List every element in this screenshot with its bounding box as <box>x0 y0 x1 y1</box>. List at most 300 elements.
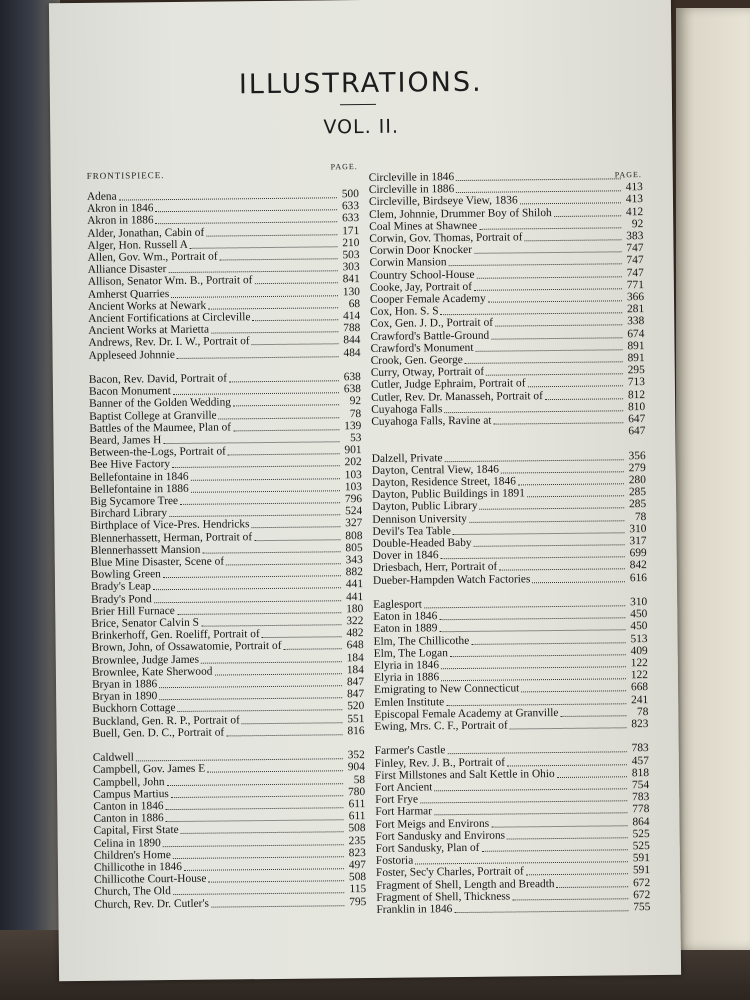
entry-page-number: 450 <box>630 608 648 621</box>
entry-page-number: 500 <box>341 188 359 201</box>
dot-leader <box>171 795 343 798</box>
entry-title: Devil's Tea Table <box>372 524 451 538</box>
facing-page <box>676 8 750 950</box>
entry-title: Allison, Senator Wm. B., Portrait of <box>87 274 253 289</box>
entry-title: Cooke, Jay, Portrait of <box>369 280 473 294</box>
dot-leader <box>226 563 341 565</box>
entry-page-number: 551 <box>347 712 365 725</box>
entry-title: Fort Meigs and Environs <box>375 817 490 831</box>
entry-title: Birchard Library <box>90 507 168 521</box>
entry-title: Chillicothe in 1846 <box>93 860 182 874</box>
entry-title: Elyria in 1846 <box>373 659 440 672</box>
entry-title: Cuyahoga Falls <box>371 402 443 416</box>
entry-page-number: 503 <box>342 249 360 262</box>
entry-page-number: 842 <box>629 559 647 572</box>
entry-page-number: 611 <box>348 798 366 811</box>
dot-leader <box>163 441 339 444</box>
entry-page-number: 441 <box>345 590 364 603</box>
entry-title: Bryan in 1886 <box>91 678 158 691</box>
entry-title: Crawford's Monument <box>370 341 474 355</box>
entry-page-number: 795 <box>349 895 367 908</box>
entry-page-number: 513 <box>630 632 648 645</box>
entry-title: Bellefontaine in 1886 <box>89 482 189 496</box>
entry-page-number: 92 <box>631 217 644 230</box>
title-rule <box>340 104 376 105</box>
entry-page-number: 648 <box>346 639 364 652</box>
dot-leader <box>491 825 627 827</box>
entry-page-number: 327 <box>345 517 363 530</box>
entry-page-number: 92 <box>349 395 362 408</box>
entry-page-number: 280 <box>628 474 646 487</box>
entry-title: Circleville in 1886 <box>368 183 455 197</box>
entry-page-number: 844 <box>343 334 361 347</box>
entry-title: Brownlee, Judge James <box>91 653 200 667</box>
page-column-label-left: PAGE. <box>330 162 358 172</box>
dot-leader <box>495 325 622 327</box>
entry-page-number: 796 <box>344 493 363 506</box>
entry-title: Fort Harmar <box>375 805 433 819</box>
entry-page-number: 818 <box>631 766 650 780</box>
dot-leader <box>284 649 342 651</box>
entry-page-number: 508 <box>348 871 367 884</box>
entry-page-number: 823 <box>631 718 649 731</box>
dot-leader <box>254 283 337 285</box>
entry-page-number: 484 <box>343 346 361 359</box>
dot-leader <box>480 508 625 511</box>
entry-title: Brown, John, of Ossawatomie, Portrait of <box>91 640 282 655</box>
entry-title: Brinkerhoff, Gen. Roeliff, Portrait of <box>91 628 260 643</box>
entry-page-number: 808 <box>345 529 363 542</box>
entry-title: Ancient Works at Newark <box>88 299 207 313</box>
dot-leader <box>173 893 344 896</box>
entry-page-number: 780 <box>348 785 366 798</box>
entry-title: Dennison University <box>372 512 467 526</box>
entry-title: Cooper Female Academy <box>369 292 486 306</box>
index-entry <box>373 572 647 587</box>
entry-title: Elm, The Chillicothe <box>373 634 470 648</box>
dot-leader <box>447 752 626 755</box>
dot-leader <box>557 776 627 778</box>
dot-leader <box>471 642 625 645</box>
entry-title: Crawford's Battle-Ground <box>370 329 490 343</box>
dot-leader <box>220 258 338 260</box>
entry-page-number: 747 <box>626 254 644 267</box>
entry-title: Brier Hill Furnace <box>91 604 175 618</box>
dot-leader <box>229 380 339 382</box>
entry-page-number: 139 <box>344 419 362 433</box>
entry-page-number: 525 <box>632 827 650 841</box>
entry-page-number: 383 <box>626 230 644 243</box>
dot-leader <box>520 203 621 205</box>
entry-page-number: 413 <box>625 193 644 206</box>
dot-leader <box>488 300 622 302</box>
entry-page-number: 122 <box>630 669 649 682</box>
dot-leader <box>156 209 338 212</box>
dot-leader <box>208 307 338 309</box>
entry-title: Between-the-Logs, Portrait of <box>89 445 227 460</box>
entry-page-number: 524 <box>345 505 363 518</box>
entry-title: Cuyahoga Falls, Ravine at <box>371 414 492 428</box>
entry-page-number: 674 <box>627 327 645 340</box>
entry-title: Eaglesport <box>373 598 422 611</box>
entry-page-number: 672 <box>632 876 651 889</box>
dot-leader <box>526 874 628 876</box>
dot-leader <box>233 405 339 407</box>
entry-title: Dayton, Public Library <box>372 500 478 514</box>
entry-title: Alger, Hon. Russell A <box>87 238 188 252</box>
dot-leader <box>214 673 341 675</box>
dot-leader <box>178 710 343 713</box>
dot-leader <box>499 569 625 571</box>
entry-title: Dueber-Hampden Watch Factories <box>372 572 531 587</box>
dot-leader <box>219 417 340 419</box>
entry-title: Ewing, Mrs. C. F., Portrait of <box>374 719 508 733</box>
entry-title: Foster, Sec'y Charles, Portrait of <box>375 865 524 880</box>
entry-page-number: 747 <box>626 242 644 255</box>
entry-title: Akron in 1886 <box>87 214 154 228</box>
entry-title: Brady's Pond <box>91 592 152 606</box>
entry-title: Cutler, Rev. Dr. Manasseh, Portrait of <box>370 389 543 404</box>
dot-leader <box>201 661 342 663</box>
entry-title: Akron in 1846 <box>86 202 154 216</box>
entry-title: Bacon, Rev. David, Portrait of <box>88 372 228 386</box>
entry-page-number: 285 <box>628 486 647 499</box>
dot-leader <box>173 392 339 395</box>
entry-title: Big Sycamore Tree <box>90 494 179 508</box>
entry-title: Fostoria <box>375 854 414 868</box>
entry-page-number: 457 <box>631 754 649 767</box>
entry-title: Buckhorn Cottage <box>92 702 176 716</box>
entry-page-number: 317 <box>629 535 647 548</box>
dot-leader <box>156 222 338 225</box>
dot-leader <box>233 429 339 431</box>
dot-leader <box>444 410 623 413</box>
dot-leader <box>181 832 344 835</box>
entry-title: Crook, Gen. George <box>370 353 463 367</box>
entry-page-number: 343 <box>345 554 363 567</box>
entry-page-number: 823 <box>348 846 366 859</box>
entry-page-number: 338 <box>627 315 645 328</box>
dot-leader <box>173 856 344 859</box>
entry-title: Ancient Fortifications at Circleville <box>88 311 251 325</box>
entry-title: Caldwell <box>92 751 134 765</box>
entry-page-number: 497 <box>348 859 367 872</box>
entry-title: Coal Mines at Shawnee <box>369 219 478 233</box>
index-entry <box>376 901 650 916</box>
entry-page-number: 633 <box>342 212 360 225</box>
dot-leader <box>252 527 341 529</box>
entry-page-number: 591 <box>632 852 650 865</box>
entry-title: Capital, First State <box>93 824 179 838</box>
entry-page-number: 450 <box>630 620 648 633</box>
entry-page-number: 882 <box>345 566 363 579</box>
entry-page-number: 841 <box>342 273 360 286</box>
dot-leader <box>441 312 623 315</box>
dot-leader <box>532 581 625 583</box>
entry-title: Canton in 1846 <box>93 800 164 813</box>
entry-page-number: 412 <box>625 205 644 218</box>
entry-page-number: 202 <box>344 456 362 469</box>
entry-title: Amherst Quarries <box>87 287 170 301</box>
dot-leader <box>159 697 342 700</box>
entry-title: Cox, Hon. S. S <box>370 305 439 319</box>
entry-page-number: 184 <box>346 651 364 664</box>
dot-leader <box>507 764 627 766</box>
entry-title: Farmer's Castle <box>374 744 446 758</box>
entry-page-number: 647 <box>628 425 646 438</box>
entry-page-number: 180 <box>346 602 364 616</box>
entry-title: Bryan in 1890 <box>92 690 158 704</box>
entry-page-number: 812 <box>627 388 646 401</box>
entry-title: Dalzell, Private <box>371 451 443 465</box>
entry-page-number: 241 <box>631 693 649 706</box>
dot-leader <box>474 251 622 254</box>
index-entry <box>92 725 364 740</box>
entry-title: Eaton in 1846 <box>373 610 438 624</box>
entry-page-number: 647 <box>628 413 646 426</box>
entry-title: Circleville, Birdseye View, 1836 <box>368 194 518 209</box>
dot-leader <box>521 691 626 693</box>
entry-page-number: 103 <box>344 480 363 494</box>
entry-title: Country School-House <box>369 268 475 282</box>
entry-title: Brice, Senator Calvin S <box>91 616 200 630</box>
entry-page-number: 591 <box>632 864 651 877</box>
entry-title: Campbell, Gov. James E <box>92 763 206 777</box>
entry-title: Bowling Green <box>90 568 161 582</box>
entry-page-number: 122 <box>630 657 648 670</box>
entry-page-number: 103 <box>344 468 362 481</box>
dot-leader <box>253 319 339 321</box>
entry-title: Alder, Jonathan, Cabin of <box>87 226 205 240</box>
entry-page-number: 210 <box>342 236 360 250</box>
entry-title: Banner of the Golden Wedding <box>89 396 232 411</box>
dot-leader <box>207 771 343 773</box>
entry-page-number: 78 <box>634 510 647 523</box>
entry-title: Circleville in 1846 <box>368 171 455 184</box>
entry-title: Emlen Institute <box>374 695 445 709</box>
entry-title: Fort Ancient <box>375 781 433 794</box>
entry-title: Church, Rev. Dr. Cutler's <box>94 897 209 911</box>
book-page <box>49 0 681 981</box>
dot-leader <box>226 734 342 736</box>
dot-leader <box>202 551 340 553</box>
entry-title: Allen, Gov. Wm., Portrait of <box>87 250 218 264</box>
entry-page-number: 356 <box>628 449 646 462</box>
dot-leader <box>211 905 344 907</box>
dot-leader <box>206 234 337 236</box>
entry-title: Cutler, Judge Ephraim, Portrait of <box>370 377 526 392</box>
entry-title: Double-Headed Baby <box>372 536 472 550</box>
frontispiece-label: FRONTISPIECE. <box>86 170 165 181</box>
entry-page-number: 901 <box>344 444 362 457</box>
entry-title: Alliance Disaster <box>87 263 167 277</box>
dot-leader <box>166 807 344 810</box>
entry-page-number: 78 <box>349 407 362 420</box>
entry-page-number: 778 <box>632 803 650 816</box>
entry-title: Campus Martius <box>93 787 169 801</box>
entry-title: Clem, Johnnie, Drummer Boy of Shiloh <box>369 206 552 221</box>
entry-title: Fort Frye <box>375 793 419 807</box>
entry-title: Eaton in 1889 <box>373 622 438 636</box>
dot-leader <box>166 819 344 822</box>
entry-title: Corwin, Gov. Thomas, Portrait of <box>369 231 523 245</box>
dot-leader <box>177 612 341 615</box>
entry-title: First Millstones and Salt Kettle in Ohio <box>374 767 555 782</box>
dot-leader <box>191 490 340 493</box>
entry-title: Corwin Door Knocker <box>369 244 473 258</box>
entry-page-number: 184 <box>346 663 364 676</box>
entry-title: Beard, James H <box>89 434 162 447</box>
dot-leader <box>172 466 340 469</box>
entry-page-number: 322 <box>346 615 364 628</box>
entry-page-number: 783 <box>631 742 649 755</box>
entry-title: Cox, Gen. J. D., Portrait of <box>370 317 494 331</box>
entry-page-number: 58 <box>353 773 366 786</box>
dot-leader <box>476 349 623 352</box>
entry-title: Andrews, Rev. Dr. I. W., Portrait of <box>88 335 250 350</box>
entry-page-number: 525 <box>632 840 650 853</box>
entry-page-number: 672 <box>633 888 651 902</box>
entry-title: Driesbach, Herr, Portrait of <box>372 561 498 575</box>
entry-page-number: 366 <box>626 291 645 304</box>
entry-title: Fragment of Shell, Thickness <box>376 890 511 904</box>
entry-page-number: 805 <box>345 541 363 555</box>
entry-title: Bacon Monument <box>88 385 171 399</box>
entry-title: Canton in 1886 <box>93 812 164 826</box>
dot-leader <box>163 575 341 578</box>
entry-page-number: 904 <box>347 761 365 774</box>
entry-page-number: 78 <box>636 705 649 718</box>
dot-leader <box>560 715 626 717</box>
entry-title: Buell, Gen. D. C., Portrait of <box>92 726 225 740</box>
entry-title: Buckland, Gen. R. P., Portrait of <box>92 713 240 728</box>
dot-leader <box>208 880 344 882</box>
entry-title: Elm, The Logan <box>373 646 448 660</box>
entry-page-number: 747 <box>626 266 644 279</box>
index-entry <box>371 425 645 440</box>
entry-page-number: 891 <box>627 352 645 365</box>
entry-title: Dayton, Residence Street, 1846 <box>371 475 516 489</box>
entry-page-number: 864 <box>632 815 650 828</box>
entry-page-number: 638 <box>343 383 362 396</box>
dot-leader <box>557 886 629 888</box>
dot-leader <box>474 288 622 291</box>
dot-leader <box>518 483 624 485</box>
dot-leader <box>510 727 627 729</box>
dot-leader <box>445 459 624 462</box>
entry-page-number: 413 <box>625 181 643 194</box>
dot-leader <box>456 178 621 181</box>
page-column-label-right: PAGE. <box>614 170 642 180</box>
entry-page-number: 115 <box>349 883 367 896</box>
dot-leader <box>501 471 624 473</box>
entry-title: Dayton, Public Buildings in 1891 <box>372 487 525 502</box>
dot-leader <box>184 868 344 871</box>
entry-page-number: 281 <box>626 303 645 316</box>
entry-title: Episcopal Female Academy at Granville <box>374 706 559 721</box>
dot-leader <box>190 246 338 249</box>
entry-title: Fort Sandusky, Plan of <box>375 841 480 855</box>
entry-page-number: 810 <box>627 400 646 414</box>
dot-leader <box>167 783 343 786</box>
entry-title: Campbell, John <box>92 775 165 789</box>
entry-page-number: 699 <box>629 547 647 560</box>
dot-leader <box>528 386 623 388</box>
dot-leader <box>456 190 621 193</box>
dot-leader <box>168 270 337 273</box>
entry-page-number: 235 <box>348 834 366 847</box>
dot-leader <box>477 276 622 279</box>
entry-title: Brady's Leap <box>90 580 152 594</box>
entry-title: Bellefontaine in 1846 <box>89 470 189 484</box>
entry-title: Ancient Works at Marietta <box>88 323 210 338</box>
dot-leader <box>169 514 340 517</box>
entry-page-number: 754 <box>631 779 650 792</box>
dot-leader <box>228 453 340 455</box>
dot-leader <box>545 398 623 400</box>
dot-leader <box>262 636 342 638</box>
entry-title: Dover in 1846 <box>372 549 439 563</box>
entry-title: Battles of the Maumee, Plan of <box>89 421 232 435</box>
entry-title: Celina in 1890 <box>93 836 161 850</box>
entry-page-number: 611 <box>348 810 366 823</box>
entry-title: Corwin Mansion <box>369 256 447 270</box>
entry-title: Elyria in 1886 <box>373 671 440 685</box>
entry-page-number: 53 <box>350 432 362 445</box>
entry-page-number: 303 <box>342 261 360 274</box>
entry-title: Blue Mine Disaster, Scene of <box>90 555 225 569</box>
dot-leader <box>177 356 339 359</box>
entry-title: Curry, Otway, Portrait of <box>370 365 485 380</box>
dot-leader <box>441 556 625 559</box>
dot-leader <box>469 520 624 523</box>
index-entry <box>89 347 361 362</box>
dot-leader <box>491 337 622 339</box>
entry-title: Blennerhassett Mansion <box>90 543 201 557</box>
entry-title: Fragment of Shell, Length and Breadth <box>376 877 555 892</box>
dot-leader <box>507 837 628 839</box>
entry-page-number: 285 <box>629 498 647 511</box>
entry-title: Appleseed Johnnie <box>88 348 176 362</box>
entry-page-number: 755 <box>633 901 651 914</box>
dot-leader <box>242 722 343 724</box>
entry-page-number: 482 <box>346 627 364 640</box>
entry-page-number: 713 <box>627 376 645 389</box>
entry-title: Chillicothe Court-House <box>94 872 207 887</box>
entry-page-number: 520 <box>347 700 365 713</box>
dot-leader <box>449 264 622 267</box>
index-entry <box>374 718 648 733</box>
dot-leader <box>446 703 626 706</box>
page-title: ILLUSTRATIONS. <box>238 66 483 101</box>
dot-leader <box>486 373 623 375</box>
entry-page-number: 616 <box>629 571 648 584</box>
entry-page-number: 310 <box>629 522 647 536</box>
dot-leader <box>453 532 625 535</box>
volume-heading: VOL. II. <box>323 115 400 139</box>
entry-page-number: 171 <box>342 224 360 237</box>
dot-leader <box>454 910 628 913</box>
entry-page-number: 279 <box>628 461 646 475</box>
dot-leader <box>163 844 344 847</box>
dot-leader <box>494 422 624 424</box>
entry-page-number: 68 <box>348 297 361 310</box>
entry-page-number: 783 <box>632 791 650 804</box>
index-entry <box>94 896 366 911</box>
dot-leader <box>171 295 338 298</box>
dot-leader <box>525 239 622 241</box>
entry-page-number: 508 <box>348 822 366 835</box>
